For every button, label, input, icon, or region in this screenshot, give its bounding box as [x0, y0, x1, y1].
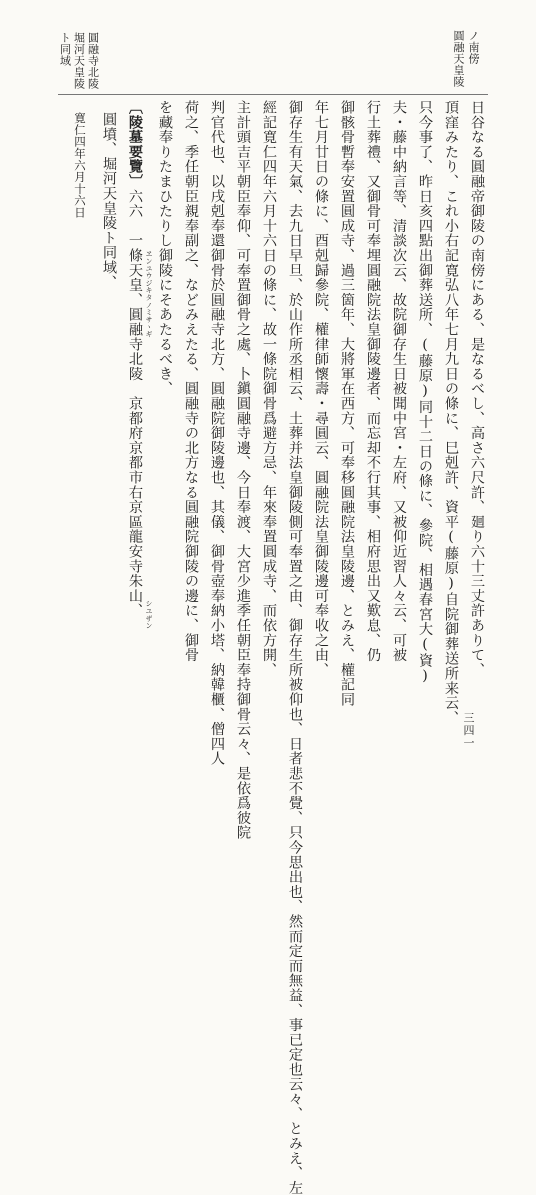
body-column-6: 御骸骨暫奉安置圓成寺、過三箇年、大將軍在西方、可奉移圓融院法皇陵邊、とみえ、權記同 [339, 100, 355, 707]
body-column-8: 御存生有天氣、去九日早旦、於山作所丞相云、土葬并法皇御陵側可奉置之由、御存生所被仰也、日者悲不覺、只今思出也、然而定而無益、事已定也云々、とみえ、左 [287, 100, 303, 1195]
date-line: 寛仁四年六月十六日 [73, 112, 87, 219]
left-marginalia-2: 堀河天皇陵 [72, 32, 86, 90]
body-column-12: 荷之、季任朝臣親奉副之、などみえたる、圓融寺の北方なる圓融院御陵の邊に、御骨 [183, 100, 199, 663]
body-column-11: 判官代也、以戌剋奉還御骨於圓融寺北方、圓融院御陵邊也、其儀、御骨壺奉納小塔、納韓櫃、僧四人 [209, 100, 225, 766]
section-subline: 圓墳、堀河天皇陵ト同域、 [101, 112, 117, 290]
body-column-3: 只今事了、昨日亥四點出御葬送所、(藤原)同十二日の條に、參院、相遇春宮大(資) [417, 100, 433, 685]
header-rule [58, 94, 488, 95]
right-marginalia-1: 圓融天皇陵 [452, 30, 465, 88]
body-column-9: 經記寛仁四年六月十六日の條に、故一條院御骨爲避方忌、年來奉置圓成寺、而依方開、 [261, 100, 277, 678]
right-marginalia-2: ノ南傍 [467, 30, 480, 65]
left-marginalia-3: ト同域 [58, 32, 72, 67]
body-column-5: 行土葬禮、又御骨可奉埋圓融院法皇御陵邊者、而忘却不行其事、相府思出又歎息、仍 [365, 100, 381, 663]
body-column-10: 主計頭吉平朝臣奉仰、可奉置御骨之處、卜鎭圓融寺邊、今日奉渡、大宮少進季任朝臣奉持御骨云々、是依爲彼院 [235, 100, 251, 840]
ruby-shuzan: シユザン [145, 600, 153, 630]
body-column-1: 日谷なる圓融帝御陵の南傍にある、是なるべし、高さ六尺許、廻り六十三丈許ありて、 [469, 100, 485, 678]
body-column-4: 夫・藤中納言等、清談次云、故院御存生日被聞中宮・左府、又被仰近習人々云、可被 [391, 100, 407, 663]
left-marginalia-1: 圓融寺北陵 [86, 32, 100, 90]
section-heading-text: 六六 一條天皇、圓融寺北陵 京都府京都市右京區龍安寺朱山、 [127, 188, 143, 619]
section-heading [128, 100, 142, 672]
page-number: 三四一 [462, 712, 475, 750]
furigana-ruby: ヱンユウジキタノミサヽギ [145, 250, 153, 338]
body-column-2: 頂窪みたり、これ小右記寛弘八年七月九日の條に、巳剋許、資平(藤原)自院御葬送所来云、 [443, 100, 459, 726]
body-column-13: を藏奉りたまひたりし御陵にそあたるべき、 [157, 100, 173, 396]
body-column-7: 年七月廿日の條に、酉剋歸參院、權律師懷壽・尋圓云、圓融院法皇御陵邊可奉收之由、 [313, 100, 329, 678]
bracket-title: 〔陵墓要覽〕 [127, 100, 143, 189]
